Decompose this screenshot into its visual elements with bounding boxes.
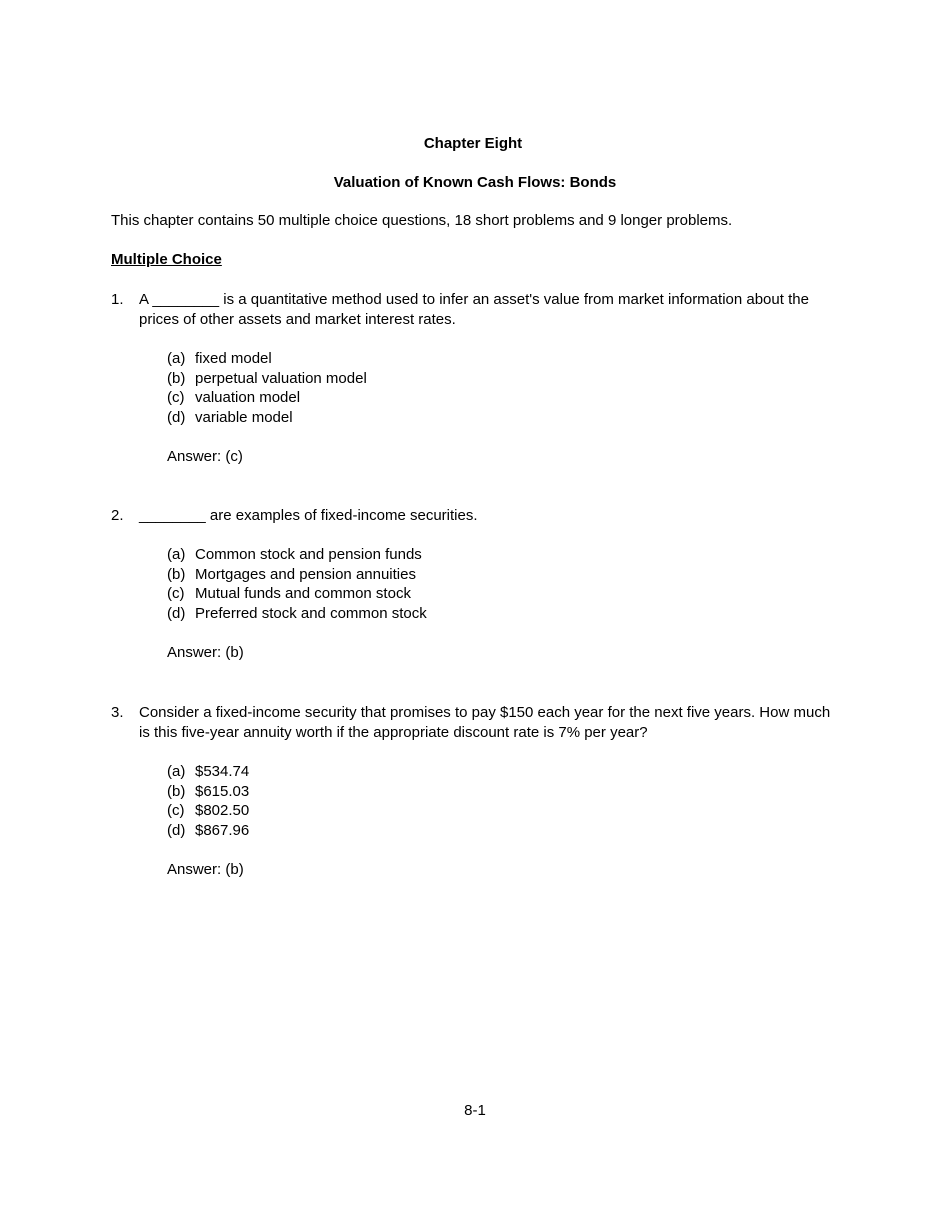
option-list — [167, 762, 841, 840]
option-c — [167, 584, 841, 604]
option-letter: (c) — [167, 585, 185, 603]
option-text: $867.96 — [195, 821, 250, 839]
option-a — [167, 349, 841, 369]
option-d — [167, 408, 841, 428]
option-list — [167, 545, 841, 623]
option-a — [167, 545, 841, 565]
question-number: 2. — [111, 507, 124, 524]
option-text: Mortgages and pension annuities — [195, 565, 416, 583]
option-letter: (d) — [167, 821, 186, 839]
answer-text: Answer: (c) — [167, 448, 243, 466]
option-letter: (c) — [167, 802, 185, 820]
question-stem — [111, 290, 841, 330]
section-heading: Multiple Choice — [111, 251, 222, 268]
option-letter: (a) — [167, 350, 186, 367]
option-text: valuation model — [195, 389, 301, 407]
option-text: fixed model — [195, 350, 272, 367]
answer-text: Answer: (b) — [167, 861, 244, 879]
option-list — [167, 349, 841, 427]
option-letter: (b) — [167, 565, 186, 583]
option-c — [167, 388, 841, 408]
option-c — [167, 801, 841, 821]
option-text: $534.74 — [195, 763, 250, 780]
option-letter: (d) — [167, 408, 186, 426]
option-text: Common stock and pension funds — [195, 546, 422, 563]
question-stem — [111, 703, 841, 743]
page-number: 8-1 — [464, 1102, 486, 1119]
option-text: $615.03 — [195, 782, 250, 800]
question-text: A ________ is a quantitative method used to infer an asset's value from market information about the prices of other assets and market interest rates. — [139, 291, 809, 328]
option-b — [167, 565, 841, 585]
option-text: Preferred stock and common stock — [195, 604, 427, 622]
option-text: variable model — [195, 408, 293, 426]
question-1 — [111, 290, 841, 467]
question-number: 1. — [111, 291, 124, 308]
question-text: ________ are examples of fixed-income securities. — [139, 507, 478, 524]
option-letter: (c) — [167, 389, 185, 407]
option-letter: (a) — [167, 546, 186, 563]
option-d — [167, 604, 841, 624]
option-letter: (a) — [167, 763, 186, 780]
question-text: Consider a fixed-income security that promises to pay $150 each year for the next five years. How much is this five-year annuity worth if the appropriate discount rate is 7% per year? — [139, 704, 831, 741]
option-b — [167, 369, 841, 389]
question-number: 3. — [111, 704, 124, 721]
option-letter: (b) — [167, 369, 186, 387]
option-text: Mutual funds and common stock — [195, 585, 411, 603]
option-b — [167, 782, 841, 802]
answer-text: Answer: (b) — [167, 644, 244, 662]
question-2 — [111, 506, 841, 663]
question-stem — [111, 506, 841, 526]
option-text: $802.50 — [195, 802, 250, 820]
option-text: perpetual valuation model — [195, 369, 367, 387]
option-a — [167, 762, 841, 782]
chapter-title: Chapter Eight — [423, 135, 523, 152]
option-letter: (d) — [167, 604, 186, 622]
question-3 — [111, 703, 841, 880]
option-d — [167, 821, 841, 841]
option-letter: (b) — [167, 782, 186, 800]
chapter-subtitle: Valuation of Known Cash Flows: Bonds — [333, 174, 617, 191]
intro-text: This chapter contains 50 multiple choice questions, 18 short problems and 9 longer problems. — [111, 212, 733, 229]
